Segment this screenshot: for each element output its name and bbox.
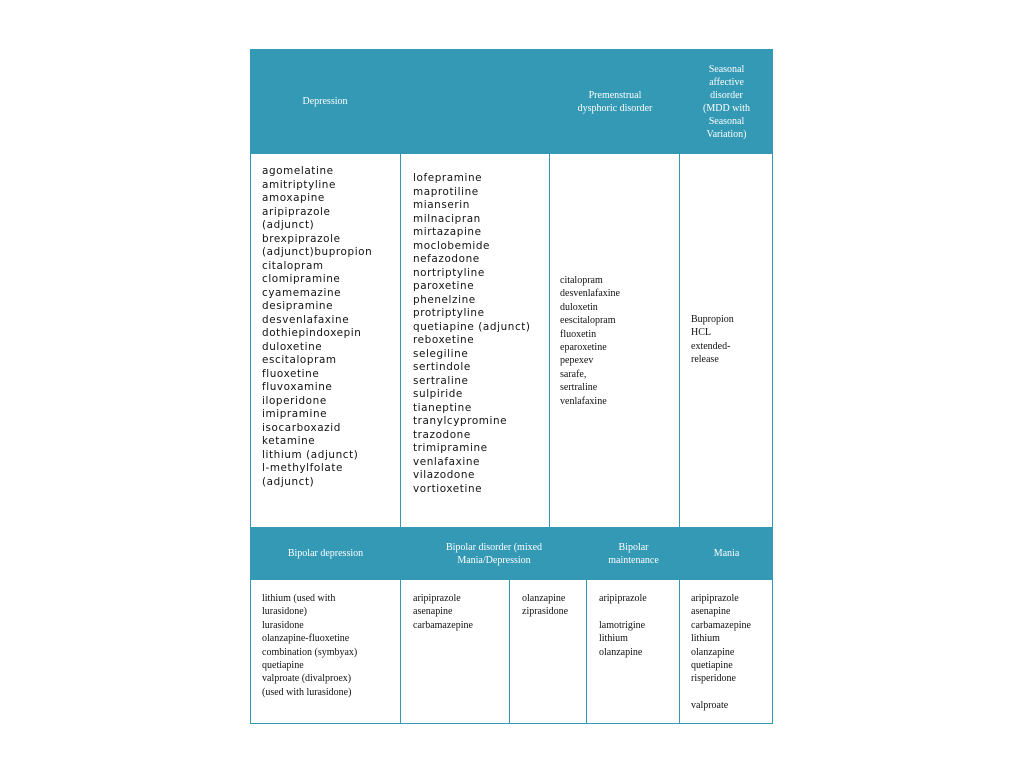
list-item: l-methylfolate (262, 462, 343, 474)
list-item: tianeptine (413, 401, 472, 414)
list-item: Bupropion (691, 314, 734, 325)
list-item: citalopram (560, 275, 603, 286)
header-bipolar-maintenance (587, 527, 680, 580)
list-item: reboxetine (413, 334, 475, 346)
header-mania-label: Mania (713, 548, 740, 559)
list-item: lamotrigine (599, 619, 646, 631)
cell-bipolar-maintenance (587, 580, 680, 724)
list-item: combination (symbyax) (262, 646, 358, 658)
list-item: carbamazepine (691, 619, 751, 631)
list-item: HCL (691, 327, 711, 339)
list-item: imipramine (262, 408, 328, 420)
cell-bipolar-depression (250, 580, 401, 724)
list-item: aripiprazole (413, 593, 461, 604)
list-item: lofepramine (413, 172, 483, 184)
list-item: (adjunct)bupropion (262, 246, 373, 258)
list-item: aripiprazole (262, 205, 331, 218)
list-item: ziprasidone (522, 606, 569, 618)
list-item: vilazodone (413, 469, 476, 481)
cell-bipolar-mixed-1 (401, 580, 510, 724)
cell-pmdd (550, 154, 680, 527)
list-item: release (691, 354, 719, 366)
list-item: fluvoxamine (262, 381, 333, 393)
list-item: maprotiline (413, 185, 479, 198)
list-item: desipramine (262, 300, 334, 312)
list-item: cyamemazine (262, 286, 342, 299)
list-item: sarafe, (560, 368, 587, 380)
list-item (691, 686, 773, 699)
bipolar-mixed-list-1 (413, 592, 510, 632)
list-item: duloxetin (560, 301, 598, 313)
list-item: olanzapine (599, 646, 643, 658)
list-item: sulpiride (413, 388, 463, 400)
list-item: olanzapine (522, 593, 566, 604)
list-item: brexpiprazole (262, 232, 341, 245)
list-item: sertindole (413, 361, 471, 373)
list-item: eparoxetine (560, 342, 607, 354)
list-item: valproate (691, 700, 729, 712)
list-item: milnacipran (413, 212, 481, 225)
list-item: valproate (divalproex) (262, 673, 352, 685)
pmdd-list (560, 274, 680, 408)
list-item: tranylcypromine (413, 415, 508, 427)
list-item: citalopram (262, 259, 324, 272)
header-depression (250, 49, 400, 154)
list-item: fluoxetine (262, 367, 320, 380)
list-item: mianserin (413, 199, 470, 211)
list-item: mirtazapine (413, 226, 482, 238)
list-item: (used with lurasidone) (262, 686, 352, 698)
divider-top-2 (549, 154, 550, 527)
list-item: trimipramine (413, 442, 488, 454)
header-depression-label: Depression (302, 96, 348, 107)
list-item: trazodone (413, 428, 471, 441)
list-item: (adjunct) (262, 219, 315, 231)
list-item: venlafaxine (560, 395, 607, 407)
list-item: sertraline (413, 374, 469, 387)
sad-list (691, 313, 773, 367)
header-bipolar-depression-label: Bipolar depression (287, 548, 364, 559)
cell-sad (680, 154, 773, 527)
header-bipolar-mixed (401, 527, 587, 580)
list-item: aripiprazole (599, 593, 647, 604)
list-item: selegiline (413, 347, 469, 360)
divider-bottom-1 (400, 580, 401, 724)
list-item: asenapine (413, 606, 453, 618)
header-bipolar-mixed-label: Bipolar disorder (mixed Mania/Depression (445, 541, 543, 566)
bipolar-mixed-list-2 (522, 592, 587, 619)
list-item: ketamine (262, 435, 316, 447)
cell-mania (680, 580, 773, 724)
list-item: asenapine (691, 606, 731, 618)
list-item: nefazodone (413, 253, 480, 265)
list-item: paroxetine (413, 280, 475, 292)
list-item: (adjunct) (262, 475, 315, 488)
divider-top-1 (400, 154, 401, 527)
divider-bottom-3 (586, 580, 587, 724)
list-item: extended- (691, 340, 731, 352)
divider-top-3 (679, 154, 680, 527)
list-item: escitalopram (262, 354, 337, 366)
medication-table (250, 49, 773, 724)
list-item: carbamazepine (413, 619, 473, 631)
list-item: phenelzine (413, 293, 476, 306)
list-item: risperidone (691, 673, 736, 685)
list-item: clomipramine (262, 273, 341, 285)
list-item: quetiapine (adjunct) (413, 320, 531, 333)
header-mania (680, 527, 773, 580)
header-sad (680, 49, 773, 154)
list-item: lurasidone) (262, 606, 307, 618)
list-item: desvenlafaxine (262, 313, 350, 326)
list-item: lurasidone (262, 619, 304, 631)
list-item: olanzapine-fluoxetine (262, 633, 350, 645)
list-item: protriptyline (413, 307, 485, 319)
list-item: agomelatine (262, 165, 334, 177)
list-item: lithium (adjunct) (262, 448, 359, 461)
list-item (599, 605, 680, 618)
header-bipolar-depression (250, 527, 401, 580)
bipolar-maintenance-list (599, 592, 680, 659)
header-sad-label: Seasonal affective disorder (MDD with Seasonal Variation) (703, 63, 750, 140)
header-pmdd-label: Premenstrual dysphoric disorder (577, 89, 653, 114)
list-item: dothiepindoxepin (262, 327, 362, 339)
list-item: nortriptyline (413, 266, 485, 279)
list-item: sertraline (560, 382, 598, 394)
divider-bottom-2 (509, 580, 510, 724)
list-item: vortioxetine (413, 482, 483, 495)
bipolar-depression-list (262, 592, 401, 699)
cell-depression-col1 (250, 154, 401, 527)
cell-depression-col2 (401, 154, 550, 527)
list-item: lithium (used with (262, 593, 336, 604)
mania-list (691, 592, 773, 713)
header-pmdd (550, 49, 680, 154)
list-item: aripiprazole (691, 593, 739, 604)
list-item: lithium (691, 633, 720, 645)
list-item: fluoxetin (560, 328, 597, 340)
depression-list-2 (413, 172, 550, 496)
list-item: pepexev (560, 355, 594, 367)
list-item: olanzapine (691, 646, 735, 658)
list-item: amitriptyline (262, 178, 336, 191)
list-item: isocarboxazid (262, 421, 341, 434)
divider-bottom-4 (679, 580, 680, 724)
list-item: desvenlafaxine (560, 288, 620, 300)
depression-list-1 (262, 165, 401, 489)
list-item: iloperidone (262, 394, 327, 407)
list-item: moclobemide (413, 239, 491, 252)
list-item: amoxapine (262, 192, 325, 204)
list-item: quetiapine (691, 660, 733, 672)
list-item: quetiapine (262, 660, 304, 672)
list-item: lithium (599, 633, 628, 645)
list-item: eescitalopram (560, 315, 616, 327)
cell-bipolar-mixed-2 (510, 580, 587, 724)
list-item: duloxetine (262, 340, 323, 353)
list-item: venlafaxine (413, 455, 481, 468)
header-bipolar-maintenance-label: Bipolar maintenance (608, 541, 659, 566)
